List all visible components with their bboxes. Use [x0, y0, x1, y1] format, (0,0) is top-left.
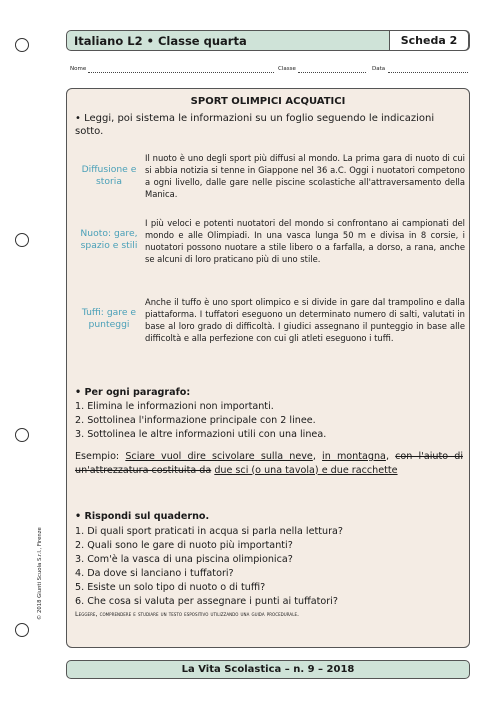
paragraph-diving: Anche il tuffo è uno sport olimpico e si divide in gare dal trampolino e dalla piattaforma. I tuffatori eseguono un determinato numero di salti, valutati in base al loro grado di difficoltà. I giudici assegnano il punteggio in base alle difficoltà e alla perfezione con cui gli atleti eseguono i tuffi. [145, 297, 465, 344]
paragraph-swimming: I più veloci e potenti nuotatori del mondo si confrontano ai campionati del mondo e alle Olimpiadi. In una vasca lunga 50 m e divisa in 8 corsie, i nuotatori possono nuotare a stile libero o a farfalla, a dorso, a rana, anche se alcuni di loro praticano più di uno stile. [145, 218, 465, 265]
name-label: Nome [70, 66, 87, 72]
learning-goal-note: Leggere, comprendere e studiare un testo espositivo utilizzando una guida procedurale. [75, 610, 300, 618]
binder-hole-top [15, 38, 29, 52]
paragraph-task-item-3: 3. Sottolinea le altre informazioni utili con una linea. [75, 429, 327, 440]
example-text: Esempio: Sciare vuol dire scivolare sulla neve, in montagna, con l'aiuto di un'attrezzatura costituita da due sci (o una tavola) e due racchette [75, 451, 463, 476]
question-3: 3. Com'è la vasca di una piscina olimpionica? [75, 554, 293, 565]
example-useful-info-2: due sci (o una tavola) e due racchette [214, 464, 398, 476]
article-title: SPORT OLIMPICI ACQUATICI [190, 96, 346, 107]
question-6: 6. Che cosa si valuta per assegnare i punti ai tuffatori? [75, 596, 338, 607]
date-field[interactable] [388, 72, 468, 73]
binder-hole-upper [15, 233, 29, 247]
binder-hole-bottom [15, 623, 29, 637]
example-main-info: Sciare vuol dire scivolare sulla neve [125, 451, 313, 462]
side-label-swimming: Nuoto: gare, spazio e stili [80, 228, 138, 251]
paragraph-task-item-2: 2. Sottolinea l'informazione principale con 2 linee. [75, 415, 316, 426]
question-4: 4. Da dove si lanciano i tuffatori? [75, 568, 234, 579]
question-1: 1. Di quali sport praticati in acqua si parla nella lettura? [75, 526, 344, 537]
paragraph-task-item-1: 1. Elimina le informazioni non importanti. [75, 401, 274, 412]
footer-bar: La Vita Scolastica – n. 9 – 2018 [66, 660, 470, 679]
paragraph-history: Il nuoto è uno degli sport più diffusi al mondo. La prima gara di nuoto di cui si abbia notizia si tenne in Giappone nel 36 a.C. Oggi i nuotatori competono a ogni livello, dalle gare nelle piscine scolastiche all'attraversamento della Manica. [145, 153, 465, 200]
copyright-notice: © 2018 Giunti Scuola S.r.l., Firenze [37, 527, 43, 620]
worksheet-card [66, 88, 470, 648]
class-field[interactable] [298, 72, 366, 73]
date-label: Data [372, 66, 386, 72]
worksheet-tag: Scheda 2 [389, 30, 469, 51]
questions-heading: • Rispondi sul quaderno. [75, 511, 210, 522]
article-instruction: • Leggi, poi sistema le informazioni su un foglio seguendo le indicazioni sotto. [75, 113, 435, 137]
header-title: Italiano L2 • Classe quarta [74, 34, 247, 48]
example-label: Esempio: [75, 451, 120, 462]
side-label-diving: Tuffi: gare e punteggi [81, 307, 137, 330]
example-removed-info: con l'aiuto di un'attrezzatura costituita da [75, 451, 463, 476]
header-bar [66, 30, 470, 51]
question-2: 2. Quali sono le gare di nuoto più importanti? [75, 540, 293, 551]
paragraph-task-heading: • Per ogni paragrafo: [75, 387, 191, 398]
side-label-history: Diffusione e storia [81, 164, 137, 187]
example-useful-info: in montagna [322, 451, 386, 462]
name-field[interactable] [88, 72, 274, 73]
binder-hole-lower [15, 428, 29, 442]
question-5: 5. Esiste un solo tipo di nuoto o di tuffi? [75, 582, 266, 593]
class-label: Classe [278, 66, 296, 72]
